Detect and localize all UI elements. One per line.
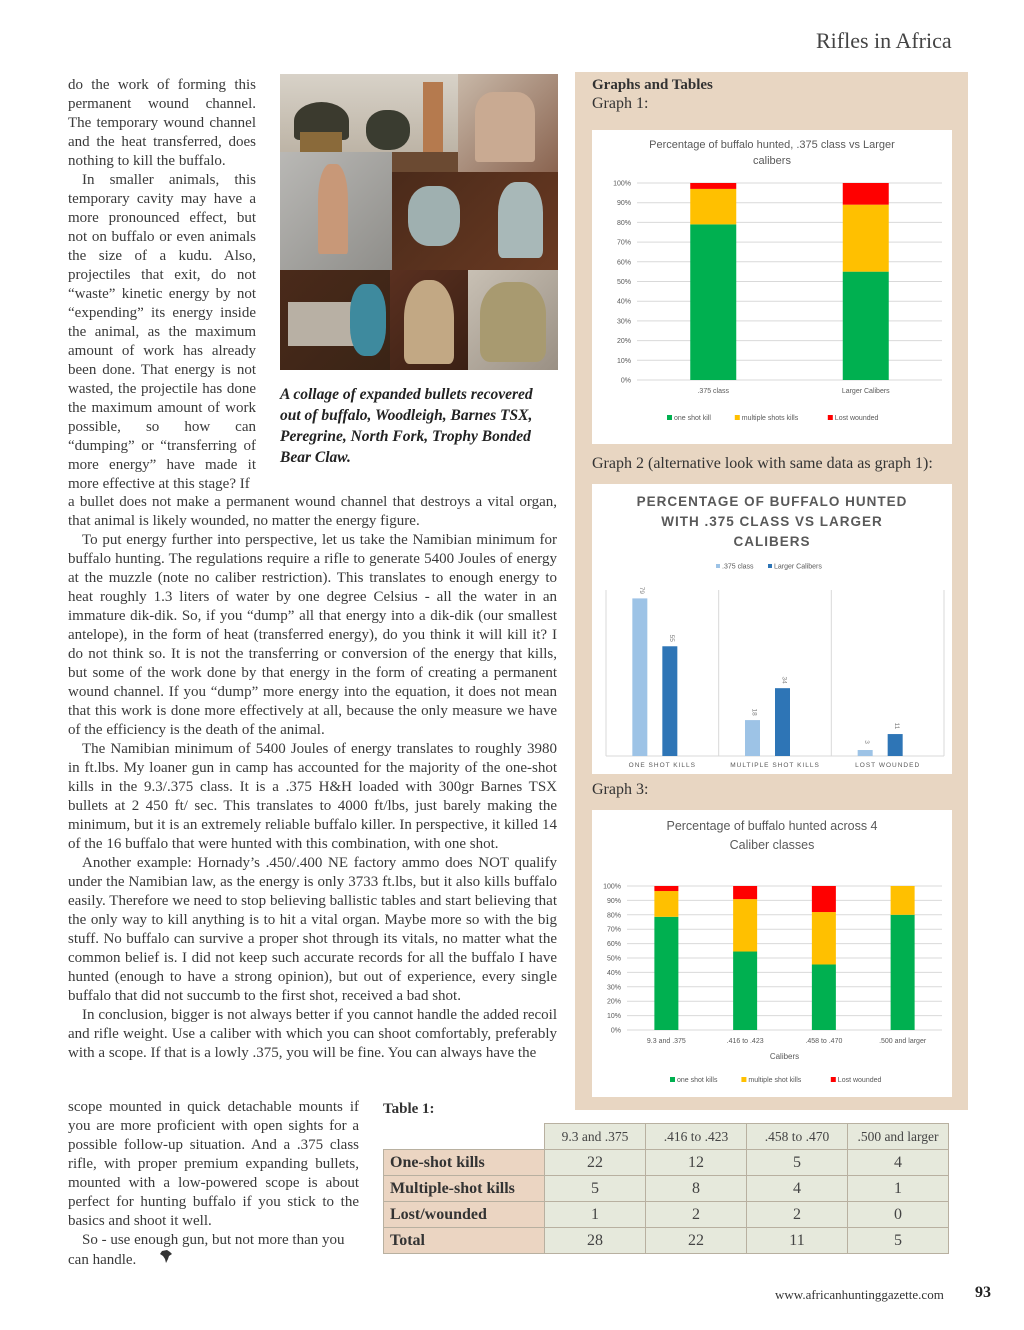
x-tick-label: LOST WOUNDED [855,762,921,769]
row-header: Multiple-shot kills [384,1176,545,1202]
y-tick-label: 20% [616,338,631,346]
y-tick-label: 40% [606,969,621,977]
column-header: 9.3 and .375 [545,1124,646,1150]
data-label: 11 [893,722,901,730]
data-label: 79 [637,586,645,595]
closing-text: So - use enough gun, but not more than you can handle. [68,1232,345,1268]
row-header: Total [384,1228,545,1254]
column-header: .500 and larger [848,1124,949,1150]
column-header: .458 to .470 [747,1124,848,1150]
legend-label: Lost wounded [834,415,879,422]
y-tick-label: 50% [616,279,631,286]
bar-segment [843,272,889,380]
bar-segment [690,224,736,380]
legend-swatch [716,564,720,568]
table-header-row [384,1124,949,1150]
table-cell: 4 [848,1150,949,1176]
bar [858,750,873,756]
table-cell: 0 [848,1202,949,1228]
bar-segment [891,886,915,915]
bar-segment [733,952,757,1030]
bar [775,688,790,756]
y-tick-label: 30% [616,318,631,326]
chart-title: Percentage of buffalo hunted across 4 [666,819,878,833]
x-axis-label: Calibers [769,1052,800,1061]
paragraph: To put energy further into perspective, let us take the Namibian minimum for buffalo hunting. The regulations require a rifle to generate 5400 Joules of energy at the muzzle (note no caliber restriction). This translates to enough energy to heat roughly 1.3 liters of water by one degree Celsius - all the water in an immature dik-dik. So, if you “dump” all that energy into a dik-dik (our smallest antelope), in the form of heat (transferred energy), do you think it will kill it? I do not think so. It is not the transferring or conversion of the energy that kills, but some of the work done by that energy in the form of creating a permanent wound channel. If you “dump” more energy into the equation, it does not mean that this work is done more effectively at all, because the only measure we have of the efficiency is the death of the animal. [68,532,557,738]
chart-title: CALIBERS [733,534,811,549]
graph2-chart [592,484,952,774]
bar [632,598,647,756]
bar [888,734,903,756]
graph2-label: Graph 2 (alternative look with same data as graph 1): [592,455,933,472]
table-cell: 28 [545,1228,646,1254]
bar [745,720,760,756]
bar-segment [654,886,678,891]
legend-label: .375 class [722,563,754,571]
column-header: .416 to .423 [646,1124,747,1150]
row-header: Lost/wounded [384,1202,545,1228]
bar-segment [812,964,836,1030]
legend-swatch [768,564,772,568]
data-label: 34 [780,676,788,684]
y-tick-label: 50% [606,955,621,963]
y-tick-label: 100% [603,883,621,891]
legend-label: Lost wounded [837,1077,882,1084]
y-tick-label: 70% [616,239,631,247]
graph1-chart [592,130,952,444]
table-row [384,1150,949,1176]
table-corner [384,1124,545,1150]
bar-segment [733,886,757,899]
table-row [384,1202,949,1228]
y-tick-label: 0% [610,1027,621,1035]
legend-swatch [735,415,740,420]
chart-title: Percentage of buffalo hunted, .375 class vs Larger [649,139,895,151]
running-header: Rifles in Africa [816,28,952,53]
paragraph: In conclusion, bigger is not always better if you cannot handle the added recoil and rifle weight. Use a caliber with which you can shoot comfortably, preferably with a scope. If that is a lowly .375, you will be fine. You can always have the [68,1007,557,1061]
x-tick-label: .458 to .470 [805,1038,843,1045]
x-tick-label: .500 and larger [879,1038,927,1045]
table-row [384,1228,949,1254]
table-cell: 2 [646,1202,747,1228]
row-header: One-shot kills [384,1150,545,1176]
y-tick-label: 90% [606,897,621,905]
bar-segment [843,183,889,205]
chart-title: WITH .375 CLASS VS LARGER [661,514,883,529]
bar-segment [733,899,757,951]
graph3-label: Graph 3: [592,781,649,798]
x-tick-label: .375 class [697,388,730,395]
legend-swatch [670,1077,675,1082]
y-tick-label: 90% [616,200,631,208]
y-tick-label: 40% [616,298,631,306]
y-tick-label: 10% [616,357,631,365]
x-tick-label: MULTIPLE SHOT KILLS [730,762,820,769]
bar-segment [690,189,736,224]
data-label: 55 [667,634,675,642]
table-cell: 5 [848,1228,949,1254]
graphs-panel [575,72,968,1110]
graph1-svg [592,130,952,444]
data-label: 3 [863,740,871,744]
data-table [383,1123,949,1254]
data-label: 18 [750,708,758,716]
bar [662,646,677,756]
bar-segment [812,912,836,964]
table-row [384,1176,949,1202]
table-cell: 11 [747,1228,848,1254]
table-cell: 5 [747,1150,848,1176]
y-tick-label: 10% [606,1013,621,1021]
africa-map-icon [146,1250,172,1270]
x-tick-label: Larger Calibers [841,388,890,395]
chart-title: PERCENTAGE OF BUFFALO HUNTED [636,494,908,509]
y-tick-label: 60% [606,941,621,949]
legend-swatch [741,1077,746,1082]
photo-caption: A collage of expanded bullets recovered out of buffalo, Woodleigh, Barnes TSX, Peregrine, North Fork, Trophy Bonded Bear Claw. [280,386,533,466]
y-tick-label: 30% [606,984,621,992]
bullet-collage-photo [280,74,558,370]
legend-swatch [828,415,833,420]
table-cell: 22 [646,1228,747,1254]
table-label: Table 1: [383,1101,435,1117]
y-tick-label: 60% [616,259,631,267]
graph1-label: Graph 1: [592,95,649,112]
legend-swatch [831,1077,836,1082]
paragraph: a bullet does not make a permanent wound channel that destroys a vital organ, that animal is likely wounded, no matter the energy figure. [68,494,557,529]
paragraph: scope mounted in quick detachable mounts if you are more proficient with open sights for a possible follow-up situation. And a .375 class rifle, with proper premium expanding bullets, mounted with a low-powered scope is about perfect for hunting buffalo if you stick to the basics and shoot it well. [68,1099,359,1229]
bar-segment [690,183,736,189]
x-tick-label: 9.3 and .375 [646,1038,686,1045]
legend-label: multiple shots kills [741,415,799,422]
article-column-bottom [68,1098,359,1270]
bar-segment [891,915,915,1030]
legend-label: one shot kill [674,415,711,422]
graph2-svg [592,484,952,774]
table-cell: 2 [747,1202,848,1228]
legend-label: multiple shot kills [748,1077,802,1084]
bar-segment [843,205,889,272]
x-tick-label: ONE SHOT KILLS [628,762,697,769]
chart-title: calibers [753,155,791,167]
y-tick-label: 100% [613,180,631,188]
legend-label: one shot kills [677,1077,718,1084]
page-number: 93 [975,1284,991,1301]
legend-swatch [667,415,672,420]
table-cell: 4 [747,1176,848,1202]
article-column-narrow [68,76,256,494]
x-tick-label: .416 to .423 [726,1038,764,1045]
table-cell: 1 [848,1176,949,1202]
paragraph: In smaller animals, this temporary cavity may have a more pronounced effect, but not on buffalo or even animals the size of a kudu. Also, projectiles that exit, do not “waste” kinetic energy by not “expending” its energy inside the animal, as the maximum amount of work has already been done. That energy is not wasted, the projectile has done the maximum amount of work possible, so how can “dumping” or “transferring of more energy” have made it more effective at this stage? If [68,172,256,492]
table-cell: 12 [646,1150,747,1176]
y-tick-label: 80% [606,912,621,920]
table-cell: 22 [545,1150,646,1176]
y-tick-label: 20% [606,998,621,1006]
graph3-chart [592,810,952,1097]
bar-segment [654,917,678,1030]
panel-heading: Graphs and Tables [592,77,713,93]
graph3-svg [592,810,952,1097]
article-column-wide [68,493,557,1063]
table-cell: 5 [545,1176,646,1202]
paragraph [68,1231,359,1270]
chart-title: Caliber classes [729,838,815,852]
y-tick-label: 0% [620,377,631,385]
table-cell: 8 [646,1176,747,1202]
paragraph: The Namibian minimum of 5400 Joules of energy translates to roughly 3980 in ft.lbs. My loaner gun in camp has accounted for the majority of the one-shot kills in the 9.3/.375 class. It is a .375 H&H loaded with 300gr Barnes TSX bullets at 2 450 ft/ sec. This translates to 4000 ft/lbs, just barely making the minimum, but it is an extremely reliable buffalo killer. In perspective, it killed 14 of the 16 buffalo that were hunted with this combination, with one shot. [68,741,557,852]
y-tick-label: 70% [606,926,621,934]
bar-segment [812,886,836,912]
table-cell: 1 [545,1202,646,1228]
legend-label: Larger Calibers [774,563,822,571]
y-tick-label: 80% [616,219,631,227]
bar-segment [654,891,678,917]
paragraph: Another example: Hornady’s .450/.400 NE factory ammo does NOT qualify under the Namibian law, as the energy is only 3733 ft.lbs, but it also kills buffalo easily. Therefore we need to stop believing ballistic tables and start believing that the only way to kill anything is to hit a vital organ. Maybe more so with the big stuff. No buffalo can survive a proper shot through its vitals, no matter what the common belief is. I did not keep such accurate records for all the buffalo I have hunted (enough to have a strong opinion), but out of experience, every single buffalo that did not succumb to the first shot, received a bad shot. [68,855,557,1004]
footer-url[interactable]: www.africanhuntinggazette.com [775,1287,944,1302]
paragraph: do the work of forming this permanent wound channel. The temporary wound channel and the heat transferred, does nothing to kill the buffalo. [68,77,256,169]
